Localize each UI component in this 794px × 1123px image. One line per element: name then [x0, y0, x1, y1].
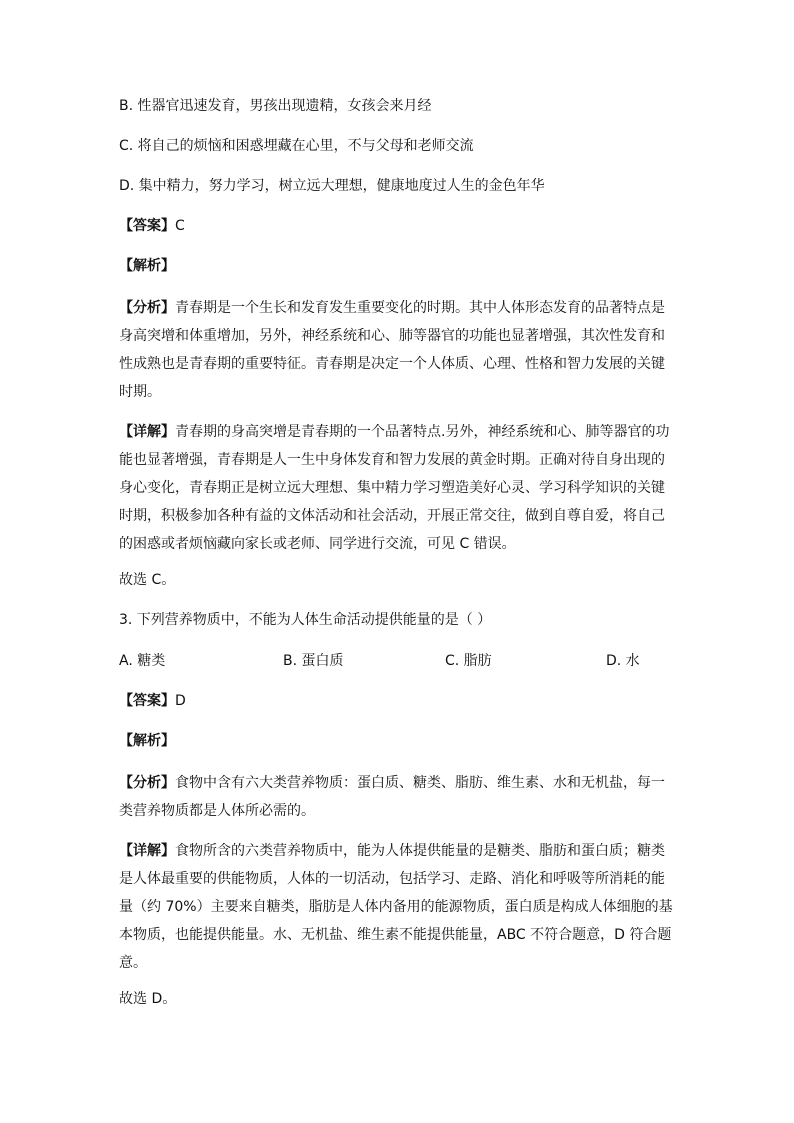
q2-xiangjie-tag: 【详解】 [119, 424, 175, 440]
q2-xiangjie-line: 时期，积极参加各种有益的文体活动和社会活动，开展正常交往，做到自尊自爱，将自己 [119, 508, 665, 524]
q2-fenxi-paragraph [119, 294, 679, 406]
q3-xiangjie-paragraph [119, 837, 679, 977]
q3-conclusion: 故选 D。 [119, 991, 177, 1007]
q3-fenxi-line: 【分析】食物中含有六大类营养物质：蛋白质、糖类、脂肪、维生素、水和无机盐，每一 [119, 775, 665, 791]
q2-fenxi-line: 性成熟也是青春期的重要特征。青春期是决定一个人体质、心理、性格和智力发展的关键 [119, 356, 665, 372]
q2-answer [119, 216, 679, 236]
q3-xiangjie-line: 【详解】食物所含的六类营养物质中，能为人体提供能量的是糖类、脂肪和蛋白质；糖类 [119, 843, 665, 859]
q2-xiangjie-line: 身心变化，青春期正是树立远大理想、集中精力学习塑造美好心灵、学习科学知识的关键 [119, 480, 665, 496]
q3-option-d: D. 水 [606, 653, 640, 669]
q3-xiangjie-line: 量（约 70%）主要来自糖类，脂肪是人体内备用的能源物质，蛋白质是构成人体细胞的基 [119, 899, 673, 915]
q2-fenxi-line: 时期。 [119, 384, 161, 400]
q2-xiangjie-paragraph [119, 418, 679, 558]
q2-xiangjie-line: 【详解】青春期的身高突增是青春期的一个品著特点.另外，神经系统和心、肺等器官的功 [119, 424, 670, 440]
q3-analysis-heading: 【解析】 [119, 733, 175, 749]
q2-fenxi-line: 身高突增和体重增加，另外，神经系统和心、肺等器官的功能也显著增强，其次性发育和 [119, 328, 665, 344]
q2-analysis-heading: 【解析】 [119, 258, 175, 274]
q3-option-c: C. 脂肪 [445, 653, 492, 669]
q2-answer-tag: 【答案】 [119, 218, 175, 234]
q2-xiangjie-line: 的困惑或者烦恼藏向家长或老师、同学进行交流，可见 C 错误。 [119, 536, 516, 552]
q3-fenxi-paragraph [119, 769, 679, 825]
q3-stem: 3. 下列营养物质中，不能为人体生命活动提供能量的是（ ） [119, 612, 492, 628]
q3-answer-tag: 【答案】 [119, 693, 175, 709]
q3-answer [119, 691, 679, 711]
q3-option-b: B. 蛋白质 [283, 653, 344, 669]
q2-option-d: D. 集中精力，努力学习，树立远大理想，健康地度过人生的金色年华 [119, 178, 545, 194]
q3-xiangjie-tag: 【详解】 [119, 843, 175, 859]
q3-xiangjie-line: 是人体最重要的供能物质，人体的一切活动，包括学习、走路、消化和呼吸等所消耗的能 [119, 871, 665, 887]
q3-fenxi-line: 类营养物质都是人体所必需的。 [119, 803, 315, 819]
q2-fenxi-tag: 【分析】 [119, 300, 175, 316]
q2-conclusion: 故选 C。 [119, 572, 176, 588]
q3-xiangjie-line: 意。 [119, 955, 147, 971]
q3-answer-value: D [175, 693, 186, 709]
q2-fenxi-line: 【分析】青春期是一个生长和发育发生重要变化的时期。其中人体形态发育的品著特点是 [119, 300, 665, 316]
q3-option-a: A. 糖类 [119, 653, 166, 669]
q3-xiangjie-line: 本物质，也能提供能量。水、无机盐、维生素不能提供能量，ABC 不符合题意，D 符合题 [119, 927, 672, 943]
q2-xiangjie-line: 能也显著增强，青春期是人一生中身体发育和智力发展的黄金时期。正确对待自身出现的 [119, 452, 665, 468]
q2-option-c: C. 将自己的烦恼和困惑埋藏在心里，不与父母和老师交流 [119, 138, 474, 154]
q3-fenxi-tag: 【分析】 [119, 775, 175, 791]
q2-option-b: B. 性器官迅速发育，男孩出现遗精，女孩会来月经 [119, 98, 432, 114]
q2-answer-value: C [175, 218, 185, 234]
